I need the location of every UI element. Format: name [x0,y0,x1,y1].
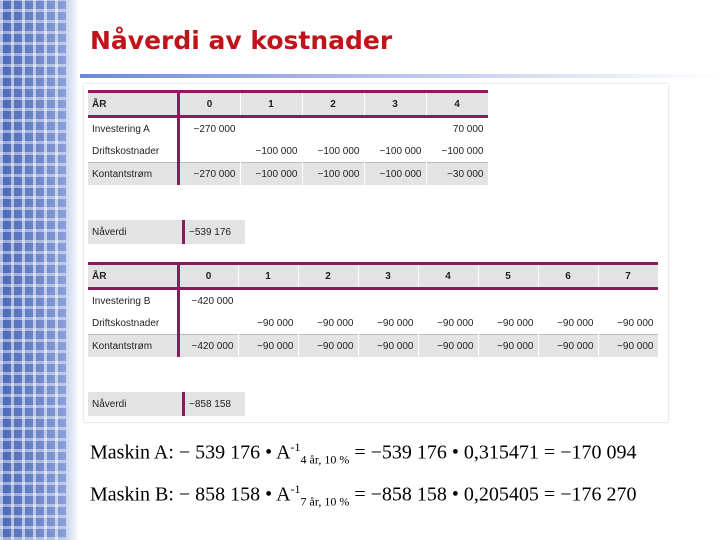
formula-result: = −858 158 • 0,205405 = −176 270 [349,483,637,506]
cashflow-table-b [88,262,659,357]
table-cell: −90 000 [418,312,478,335]
row-label: Kontantstrøm [88,335,178,358]
table-cell: −100 000 [364,140,426,163]
table-cell: −90 000 [238,312,298,335]
table-cell: −100 000 [240,140,302,163]
row-label: Driftskostnader [88,312,178,335]
formula-subscript: 4 år, 10 % [300,452,350,467]
table-cell [364,118,426,140]
row-label: Investering B [88,290,178,312]
formula-prefix: Maskin A: − 539 176 • A [90,441,291,464]
table-row [88,140,488,163]
table-cell: −90 000 [598,312,658,335]
table-cell: −90 000 [538,335,598,358]
table-cell: −420 000 [178,335,238,358]
naverdi-row-b [88,392,245,416]
formula-maskin-a [90,440,637,468]
table-cell: −90 000 [538,312,598,335]
table-cell [238,290,298,312]
table-row [88,290,658,312]
table-cell [302,118,364,140]
naverdi-label: Nåverdi [88,392,184,416]
table-cell: 70 000 [426,118,488,140]
table-cell: −100 000 [426,140,488,163]
table-cell: −270 000 [178,118,240,140]
title-underline [80,74,720,78]
formula-exponent: -1 [290,482,301,496]
table-row [88,118,488,140]
table-cell [538,290,598,312]
table-cell: −90 000 [238,335,298,358]
column-header-year: 6 [538,265,598,287]
table-cell: −90 000 [358,312,418,335]
formula-maskin-b [90,482,637,510]
tables-panel [84,84,668,422]
column-header-year: 3 [364,93,426,115]
cashflow-table-a [88,90,489,185]
table-cell: −90 000 [358,335,418,358]
column-header-year: 4 [418,265,478,287]
column-header-year: 2 [298,265,358,287]
table-cell: −100 000 [302,140,364,163]
table-row [88,163,488,186]
table-cell: −90 000 [598,335,658,358]
formula-prefix: Maskin B: − 858 158 • A [90,483,291,506]
column-header-year: 0 [178,265,238,287]
table-row [88,335,658,358]
column-header-label: ÅR [88,265,178,287]
column-header-label: ÅR [88,93,178,115]
column-header-year: 3 [358,265,418,287]
formula-exponent: -1 [290,440,301,454]
column-header-year: 4 [426,93,488,115]
table-cell: −90 000 [478,335,538,358]
formula-subscript: 7 år, 10 % [300,494,350,509]
table-cell: −90 000 [298,335,358,358]
decorative-fade [66,0,80,540]
table-cell: −90 000 [418,335,478,358]
table-cell: −30 000 [426,163,488,186]
table-cell: −270 000 [178,163,240,186]
formula-result: = −539 176 • 0,315471 = −170 094 [349,441,637,464]
row-label: Kontantstrøm [88,163,178,186]
table-header-row [88,93,488,115]
table-cell: −100 000 [302,163,364,186]
table-header-row [88,265,658,287]
naverdi-value: −858 158 [184,392,246,416]
table-cell [298,290,358,312]
column-header-year: 2 [302,93,364,115]
decorative-pattern [0,0,66,540]
naverdi-label: Nåverdi [88,220,184,244]
table-cell [178,312,238,335]
table-cell [598,290,658,312]
table-cell: −90 000 [478,312,538,335]
column-header-year: 5 [478,265,538,287]
column-header-year: 1 [238,265,298,287]
table-cell: −100 000 [364,163,426,186]
table-cell [478,290,538,312]
column-header-year: 0 [178,93,240,115]
naverdi-row-a [88,220,245,244]
table-cell [418,290,478,312]
table-cell: −100 000 [240,163,302,186]
slide-title: Nåverdi av kostnader [90,26,393,55]
column-header-year: 1 [240,93,302,115]
table-cell: −90 000 [298,312,358,335]
table-cell [240,118,302,140]
column-header-year: 7 [598,265,658,287]
naverdi-value: −539 176 [184,220,246,244]
table-cell: −420 000 [178,290,238,312]
table-cell [178,140,240,163]
row-label: Driftskostnader [88,140,178,163]
row-label: Investering A [88,118,178,140]
table-row [88,312,658,335]
table-cell [358,290,418,312]
